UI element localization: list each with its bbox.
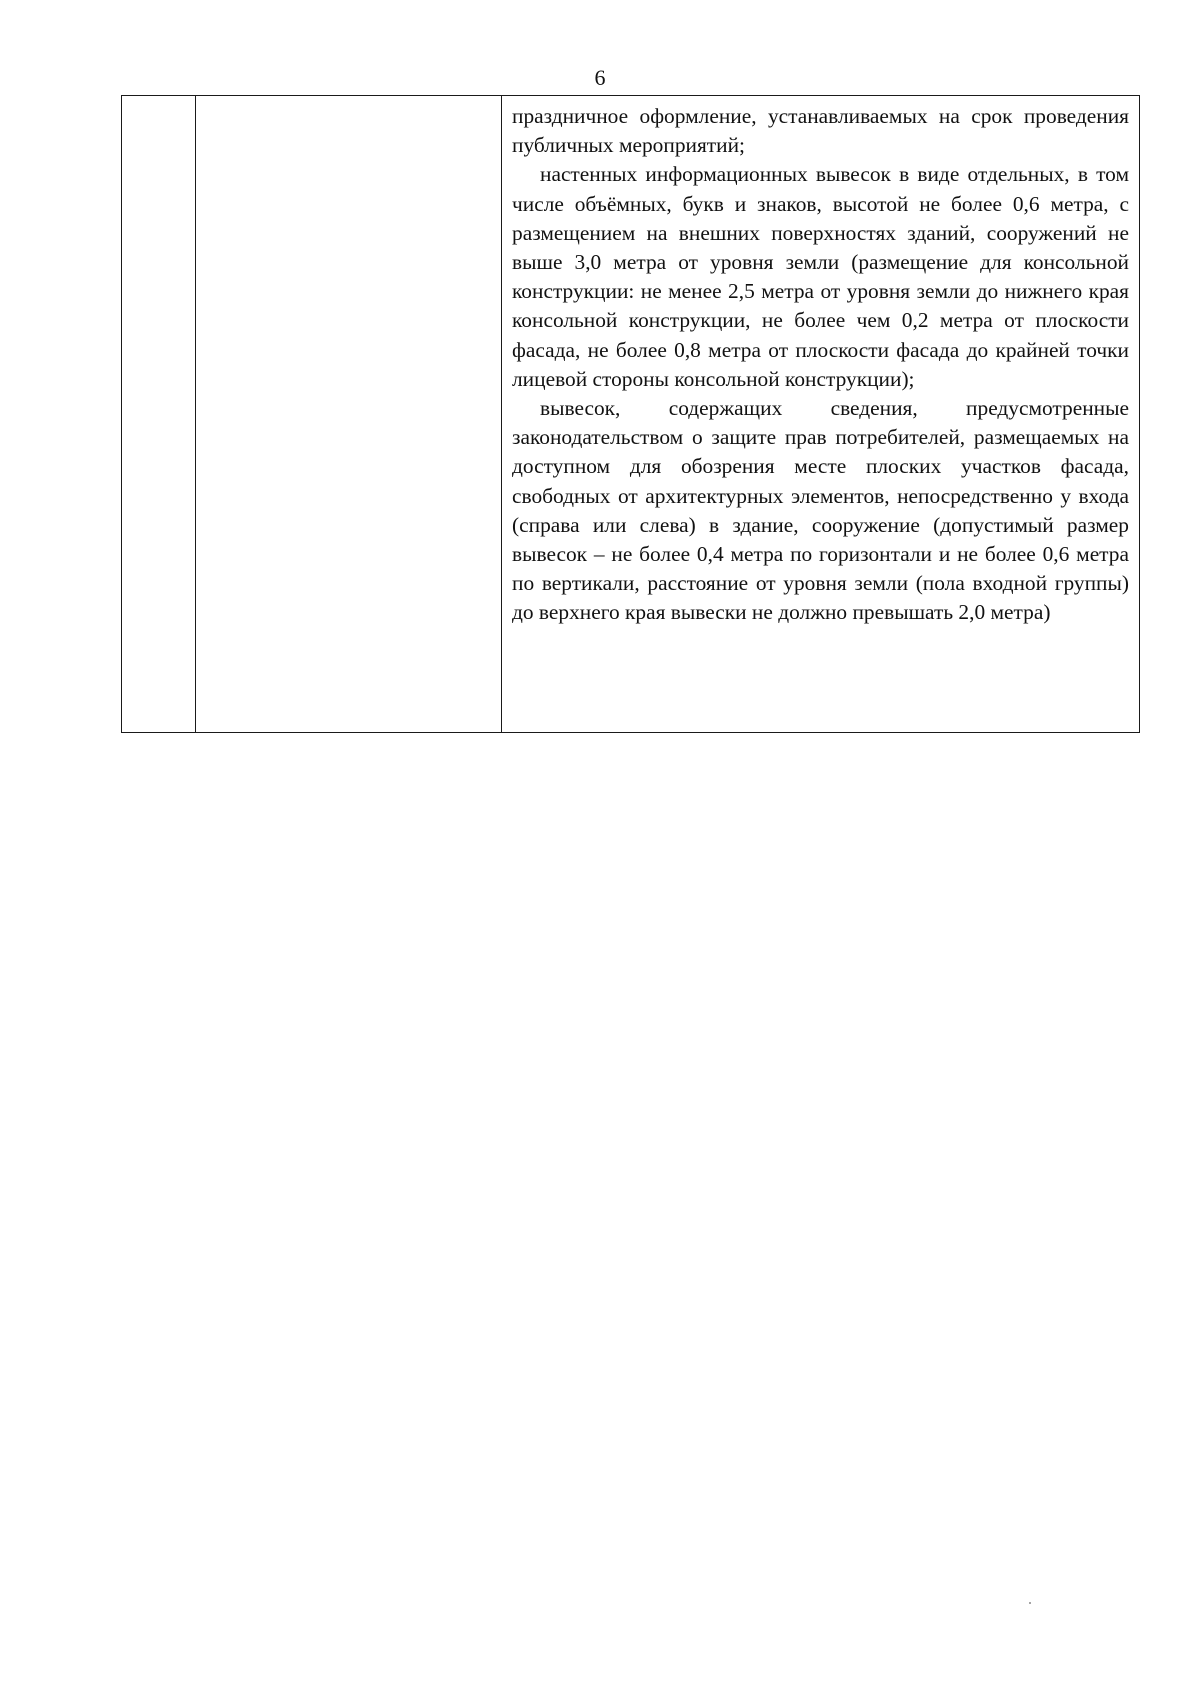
paragraph-festive-decoration: праздничное оформление, устанавливаемых на срок проведения публичных мероприятий; (512, 104, 1129, 158)
document-table (121, 95, 1140, 733)
page-number: 6 (594, 65, 606, 90)
requirements-text (502, 96, 1139, 628)
table-cell-number (122, 96, 196, 733)
table-cell-name (196, 96, 502, 733)
paragraph-consumer-signs: вывесок, содержащих сведения, предусмотренные законодательством о защите прав потребителей, размещаемых на доступном для обозрения месте плоских участков фасада, свободных от архитектурных элементов, непосредственно у входа (справа или слева) в здание, сооружение (допустимый размер вывесок – не более 0,4 метра по горизонтали и не более 0,6 метра по вертикали, расстояние от уровня земли (пола входной группы) до верхнего края вывески не должно превышать 2,0 метра) (512, 396, 1129, 625)
table-row (122, 96, 1140, 733)
paragraph-wall-signs: настенных информационных вывесок в виде отдельных, в том числе объёмных, букв и знаков, высотой не более 0,6 метра, с размещением на внешних поверхностях зданий, сооружений не выше 3,0 метра от уровня земли (размещение для консольной конструкции: не менее 2,5 метра от уровня земли до нижнего края консольной конструкции, не более чем 0,2 метра от плоскости фасада, не более 0,8 метра от плоскости фасада до крайней точки лицевой стороны консольной конструкции); (512, 162, 1129, 391)
table-cell-requirements (502, 96, 1140, 733)
scan-speck (1029, 1602, 1031, 1604)
